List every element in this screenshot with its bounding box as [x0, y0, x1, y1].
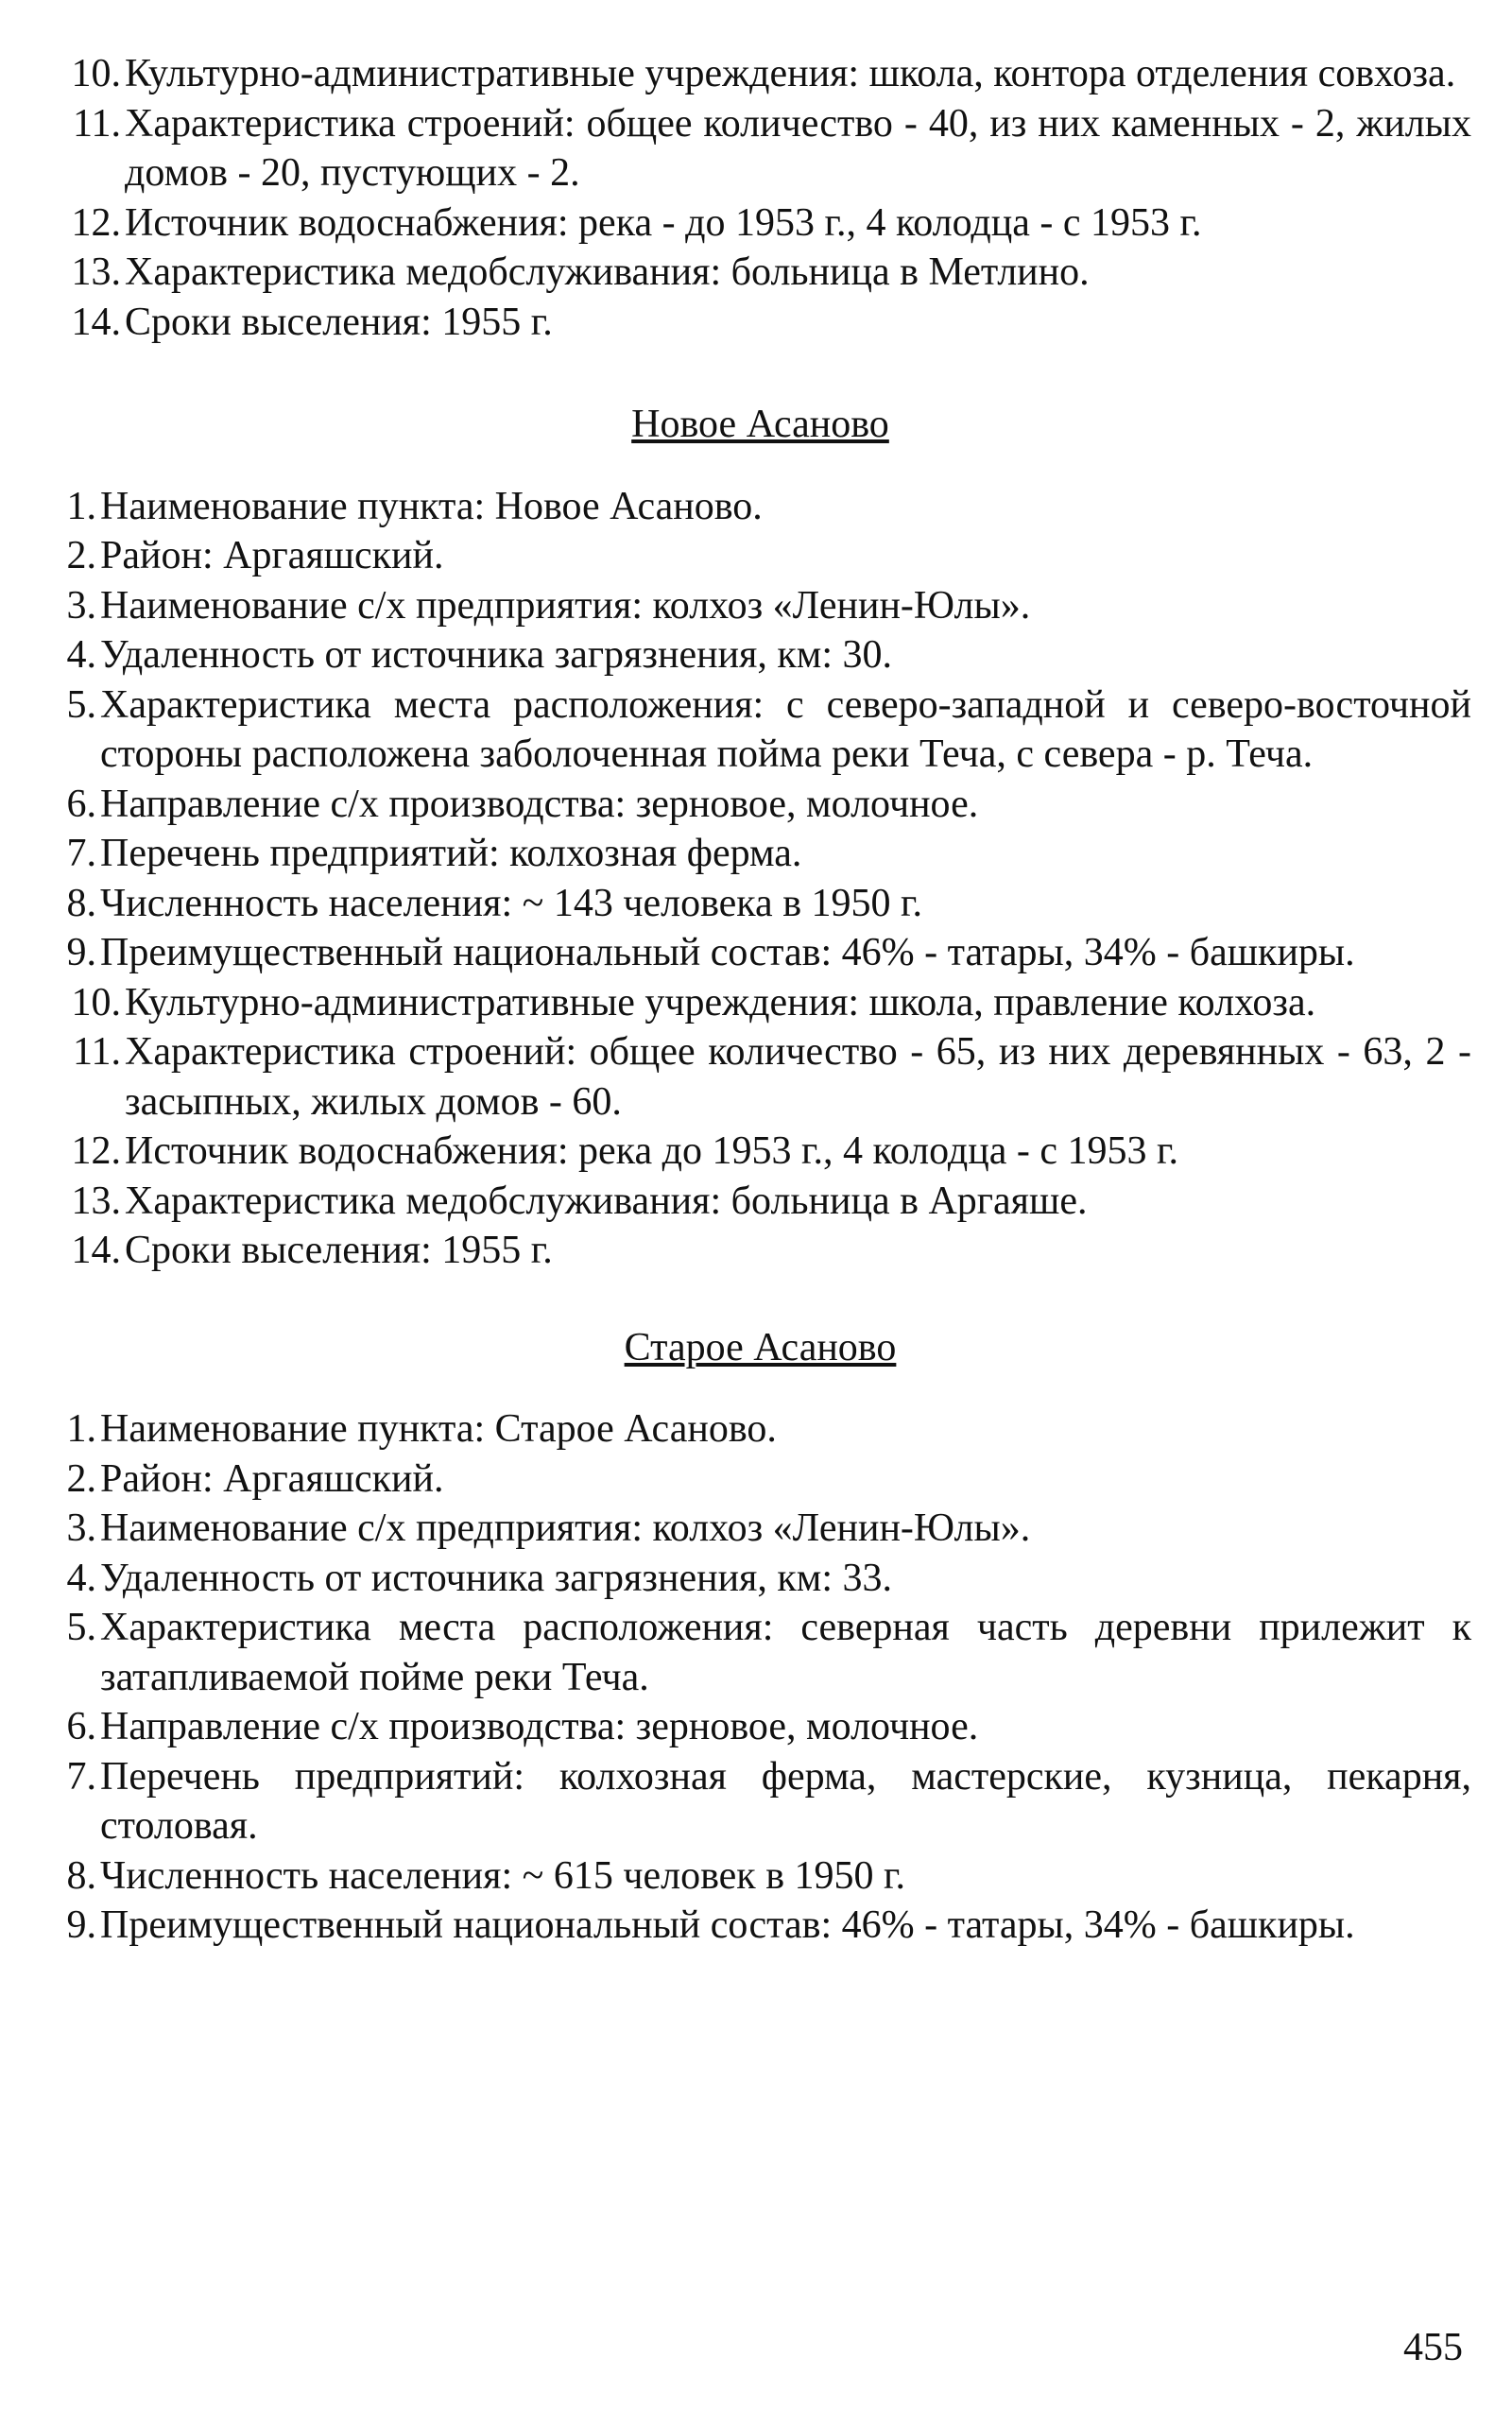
- item-number: 9.: [66, 931, 96, 974]
- list-item: [49, 531, 1471, 581]
- list-item: [49, 1127, 1471, 1177]
- list-item: [49, 248, 1471, 298]
- item-text: Удаленность от источника загрязнения, км: 33.: [100, 1556, 893, 1600]
- list-item: [49, 298, 1471, 348]
- item-text: Перечень предприятий: колхозная ферма.: [100, 832, 802, 875]
- list-item: [49, 1504, 1471, 1554]
- item-text: Культурно-административные учреждения: школа, правление колхоза.: [125, 980, 1316, 1024]
- item-number: 9.: [66, 1903, 96, 1947]
- list-item: [49, 482, 1471, 532]
- list-item: [49, 829, 1471, 879]
- list-continued: [49, 49, 1471, 347]
- item-number: 14.: [71, 1229, 121, 1272]
- item-text: Преимущественный национальный состав: 46% - татары, 34% - башкиры.: [100, 931, 1355, 974]
- list-item: [49, 49, 1471, 99]
- list-item: [49, 680, 1471, 780]
- item-text: Наименование пункта: Старое Асаново.: [100, 1407, 777, 1451]
- list-item: [49, 1752, 1471, 1851]
- item-text: Наименование пункта: Новое Асаново.: [100, 484, 763, 528]
- list-item: [49, 1455, 1471, 1505]
- list-item: [49, 928, 1471, 978]
- item-number: 7.: [66, 832, 96, 875]
- item-number: 8.: [66, 881, 96, 925]
- item-text: Культурно-административные учреждения: школа, контора отделения совхоза.: [125, 52, 1456, 95]
- list-item: [49, 581, 1471, 631]
- item-text: Характеристика медобслуживания: больница в Метлино.: [125, 250, 1090, 294]
- item-text: Характеристика строений: общее количество - 40, из них каменных - 2, жилых домов - 20, пустующих - 2.: [125, 101, 1471, 195]
- item-number: 14.: [71, 300, 121, 344]
- section-novoe-asanovo-list: [49, 482, 1471, 1276]
- item-text: Перечень предприятий: колхозная ферма, мастерские, кузница, пекарня, столовая.: [100, 1754, 1471, 1848]
- item-number: 13.: [71, 250, 121, 294]
- item-number: 2.: [66, 534, 96, 577]
- item-number: 3.: [66, 1506, 96, 1550]
- item-number: 7.: [66, 1754, 96, 1799]
- list-item: [49, 1702, 1471, 1752]
- list-item: [49, 1177, 1471, 1227]
- item-number: 5.: [66, 682, 96, 727]
- list-item: [49, 1851, 1471, 1902]
- item-number: 5.: [66, 1606, 96, 1649]
- item-text: Характеристика места расположения: северная часть деревни прилежит к затапливаемой пойме реки Теча.: [100, 1606, 1471, 1699]
- item-text: Численность населения: ~ 143 человека в 1950 г.: [100, 881, 923, 925]
- item-text: Наименование с/х предприятия: колхоз «Ленин-Юлы».: [100, 583, 1031, 628]
- page-number: 455: [1403, 2326, 1463, 2369]
- item-text: Сроки выселения: 1955 г.: [125, 300, 553, 344]
- item-text: Численность населения: ~ 615 человек в 1950 г.: [100, 1853, 906, 1898]
- list-item: [49, 1603, 1471, 1702]
- item-text: Характеристика медобслуживания: больница в Аргаяше.: [125, 1179, 1088, 1223]
- item-number: 11.: [73, 1030, 121, 1074]
- item-number: 1.: [66, 484, 96, 528]
- item-text: Наименование с/х предприятия: колхоз «Ленин-Юлы».: [100, 1506, 1031, 1550]
- document-page: [49, 49, 1471, 1951]
- item-number: 3.: [66, 583, 96, 628]
- item-number: 4.: [66, 633, 96, 677]
- item-text: Направление с/х производства: зерновое, молочное.: [100, 1705, 979, 1748]
- list-item: [49, 1027, 1471, 1127]
- item-number: 12.: [71, 200, 121, 245]
- item-number: 4.: [66, 1556, 96, 1600]
- list-item: [49, 780, 1471, 830]
- item-number: 6.: [66, 782, 96, 826]
- item-number: 1.: [66, 1407, 96, 1451]
- item-number: 6.: [66, 1705, 96, 1748]
- item-text: Источник водоснабжения: река до 1953 г., 4 колодца - с 1953 г.: [125, 1129, 1179, 1173]
- section-title-staroe-asanovo: Старое Асаново: [624, 1325, 897, 1369]
- list-item: [49, 1901, 1471, 1951]
- item-text: Источник водоснабжения: река - до 1953 г., 4 колодца - с 1953 г.: [125, 200, 1202, 245]
- item-number: 10.: [71, 980, 121, 1024]
- list-item: [49, 198, 1471, 249]
- item-text: Характеристика места расположения: с северо-западной и северо-восточной стороны расположена заболоченная пойма реки Теча, с севера - р. Теча.: [100, 682, 1471, 776]
- item-number: 11.: [73, 101, 121, 146]
- list-item: [49, 630, 1471, 680]
- list-item: [49, 1226, 1471, 1276]
- item-text: Район: Аргаяшский.: [100, 534, 444, 577]
- list-item: [49, 99, 1471, 198]
- list-item: [49, 1554, 1471, 1604]
- list-item: [49, 1404, 1471, 1455]
- item-number: 12.: [71, 1129, 121, 1173]
- item-text: Сроки выселения: 1955 г.: [125, 1229, 553, 1272]
- item-text: Направление с/х производства: зерновое, молочное.: [100, 782, 979, 826]
- list-item: [49, 879, 1471, 929]
- item-number: 8.: [66, 1853, 96, 1898]
- item-text: Преимущественный национальный состав: 46% - татары, 34% - башкиры.: [100, 1903, 1355, 1947]
- item-text: Характеристика строений: общее количество - 65, из них деревянных - 63, 2 - засыпных, жилых домов - 60.: [125, 1030, 1471, 1124]
- item-number: 13.: [71, 1179, 121, 1223]
- item-text: Район: Аргаяшский.: [100, 1456, 444, 1501]
- item-text: Удаленность от источника загрязнения, км: 30.: [100, 633, 893, 677]
- item-number: 2.: [66, 1456, 96, 1501]
- section-staroe-asanovo-list: [49, 1404, 1471, 1951]
- list-item: [49, 978, 1471, 1028]
- section-title-novoe-asanovo: Новое Асаново: [631, 403, 889, 446]
- item-number: 10.: [71, 52, 121, 95]
